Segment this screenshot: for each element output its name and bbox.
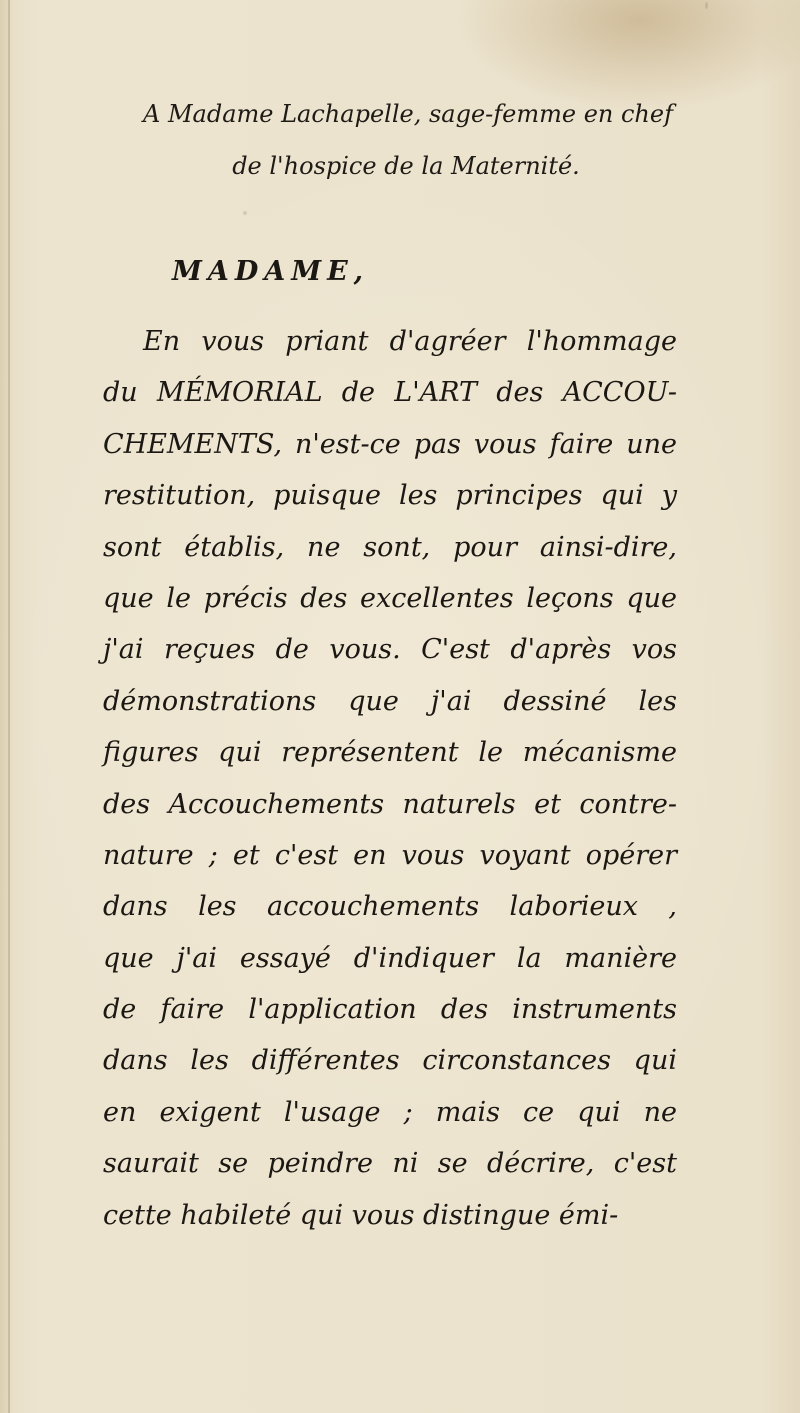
page-edge (8, 0, 10, 1413)
text-line: nature ; et c'est en vous voyant opérer (103, 839, 677, 871)
text-line: que le précis des excellentes leçons que (103, 582, 677, 614)
text-line: figures qui représentent le mécanisme (103, 737, 677, 769)
text-line: CHEMENTS, n'est-ce pas vous faire une (103, 428, 677, 460)
text-line: sont établis, ne sont, pour ainsi-dire, (103, 531, 677, 563)
text-line: que j'ai essayé d'indiquer la manière (103, 942, 677, 974)
letter-body (103, 320, 677, 1245)
ink-speck (243, 211, 247, 215)
dedication-line-1: A Madame Lachapelle, sage-femme en chef (143, 100, 673, 128)
text-line: j'ai reçues de vous. C'est d'après vos (103, 634, 677, 666)
text-line: dans les différentes circonstances qui (103, 1045, 677, 1077)
text-line: cette habileté qui vous distingue émi- (103, 1199, 619, 1231)
text-line: dans les accouchements laborieux , (103, 891, 677, 923)
salutation: MADAME, (172, 256, 370, 287)
text-line: de faire l'application des instruments (103, 994, 677, 1026)
text-line: du MÉMORIAL de L'ART des ACCOU- (103, 377, 677, 409)
text-line: des Accouchements naturels et contre- (103, 788, 677, 820)
text-line: saurait se peindre ni se décrire, c'est (103, 1148, 677, 1180)
text-line: en exigent l'usage ; mais ce qui ne (103, 1096, 677, 1128)
text-line: restitution, puisque les principes qui y (103, 480, 677, 512)
text-line: En vous priant d'agréer l'hommage (143, 326, 677, 357)
ink-speck (705, 2, 708, 9)
text-line: démonstrations que j'ai dessiné les (103, 685, 677, 717)
dedication-line-2: de l'hospice de la Maternité. (232, 152, 580, 180)
